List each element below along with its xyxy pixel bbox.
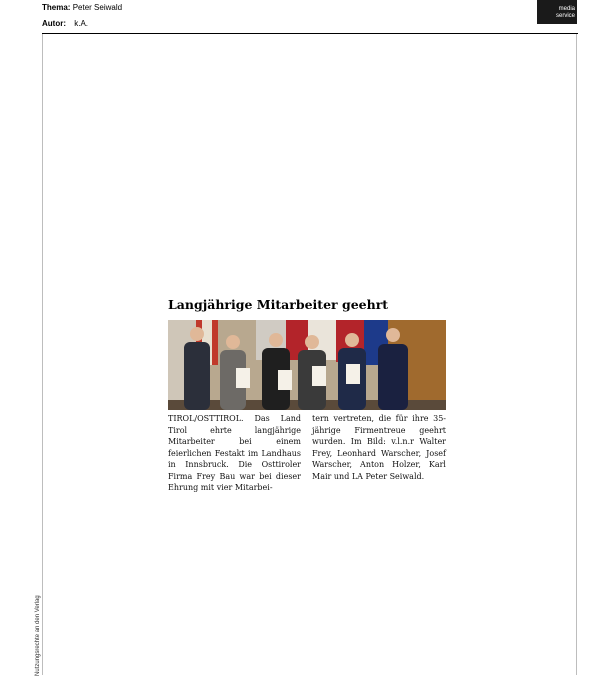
logo-line-1: media [558,6,575,12]
logo-line-2: service [555,13,575,19]
award-ceremony-photo [168,320,446,410]
media-service-logo [537,0,577,24]
usage-rights-note: Nutzungsrechte an den Verlag [35,595,41,676]
article-column-1 [168,413,301,494]
article-text-1: TIROL/OSTTIROL. Das Land Tirol ehrte langjährige Mitarbeiter bei einem feierlichen Festakt im Landhaus in Innsbruck. Die Osttiroler Firma Frey Bau war bei dieser Ehrung mit vier Mitarbei- [168,414,301,492]
article-photo [168,320,446,410]
meta-autor [42,19,88,29]
thema-value: Peter Seiwald [72,3,123,12]
meta-thema [42,3,122,13]
thema-label: Thema: [42,3,71,12]
autor-label: Autor: [42,19,66,28]
autor-value: k.A. [74,19,89,28]
article [168,297,446,313]
article-text-2: tern vertreten, die für ihre 35-jährige Firmentreue geehrt wurden. Im Bild: v.l.n.r Walter Frey, Leonhard Warscher, Josef Warscher, Anton Holzer, Karl Mair und LA Peter Seiwald. [312,414,446,481]
article-headline: Langjährige Mitarbeiter geehrt [168,297,389,312]
article-column-2 [312,413,446,482]
